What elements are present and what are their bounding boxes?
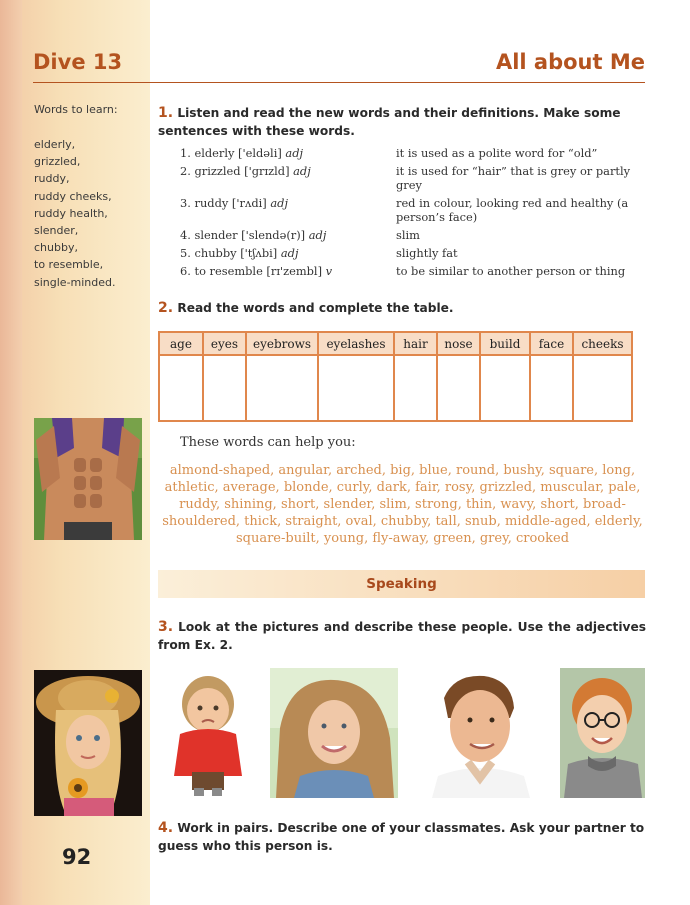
vocab-number: 2.: [180, 164, 191, 178]
table-header-cell: age: [159, 332, 203, 355]
vocab-pos: v: [325, 264, 333, 278]
vocab-pos: adj: [308, 228, 327, 242]
vocab-definition: it is used as a polite word for “old”: [396, 146, 598, 160]
vocab-pos: adj: [285, 146, 304, 160]
dive-title: Dive 13: [33, 50, 123, 74]
vocab-pos: adj: [293, 164, 311, 178]
vocab-row: [180, 164, 650, 192]
girl-straw-hat-photo: [34, 670, 142, 816]
vocab-row: [180, 228, 650, 242]
header-rule: [150, 82, 645, 83]
word-item: ruddy,: [34, 172, 70, 186]
table-answer-cell[interactable]: [480, 355, 530, 421]
vocab-number: 1.: [180, 146, 191, 160]
exercise-3-instruction: [158, 618, 646, 654]
exercise-number: 2.: [158, 300, 174, 316]
vocab-word: slender ['slendə(r)]: [194, 228, 306, 242]
exercise-text: Look at the pictures and describe these people. Use the adjectives from Ex. 2.: [158, 620, 647, 652]
vocab-pos: adj: [280, 246, 299, 260]
description-table: [158, 331, 633, 422]
exercise-number: 4.: [158, 820, 174, 836]
exercise-4-instruction: [158, 819, 646, 855]
table-answer-row: [159, 355, 632, 421]
vocab-row: [180, 264, 650, 278]
table-header-cell: face: [530, 332, 573, 355]
header-rule-left: [33, 82, 150, 83]
vocab-word: chubby ['tʃʌbi]: [194, 246, 278, 260]
exercise-1-instruction: [158, 104, 650, 140]
word-item: to resemble,: [34, 258, 104, 272]
table-header-row: [159, 332, 632, 355]
table-header-cell: nose: [437, 332, 480, 355]
vocab-definition: it is used for “hair” that is grey or partly grey: [396, 164, 631, 192]
table-answer-cell[interactable]: [437, 355, 480, 421]
table-header-cell: cheeks: [573, 332, 632, 355]
exercise-text: Read the words and complete the table.: [177, 301, 454, 315]
table-answer-cell[interactable]: [573, 355, 632, 421]
muscular-man-photo: [34, 418, 142, 540]
table-header-cell: eyes: [203, 332, 246, 355]
vocab-word: elderly ['eldəli]: [194, 146, 282, 160]
table-answer-cell[interactable]: [318, 355, 394, 421]
exercise-text: Listen and read the new words and their definitions. Make some sentences with these words.: [158, 106, 621, 138]
table-answer-cell[interactable]: [394, 355, 437, 421]
vocab-number: 6.: [180, 264, 191, 278]
vocab-number: 3.: [180, 196, 191, 210]
table-answer-cell[interactable]: [530, 355, 573, 421]
word-item: slender,: [34, 224, 79, 238]
vocab-row: [180, 246, 650, 260]
word-item: ruddy health,: [34, 206, 108, 220]
sidebar-strip: [0, 0, 22, 905]
vocab-number: 4.: [180, 228, 191, 242]
vocab-pos: adj: [270, 196, 289, 210]
table-header-cell: eyebrows: [246, 332, 318, 355]
table-answer-cell[interactable]: [203, 355, 246, 421]
exercise-text: Work in pairs. Describe one of your classmates. Ask your partner to guess who this person is.: [158, 821, 645, 853]
vocab-definition: red in colour, looking red and healthy (a person’s face): [396, 196, 629, 224]
adjective-list: almond-shaped, angular, arched, big, blue, round, bushy, square, long, athletic, average, blonde, curly, dark, fair, rosy, grizzled, muscular, pale, ruddy, shining, short, slender, slim, strong, thin, wavy, short, broad-shouldered, thick, straight, oval, chubby, tall, snub, middle-aged, elderly, square-built, young, fly-away, green, grey, crooked: [162, 463, 643, 546]
word-item: elderly,: [34, 138, 76, 151]
table-header-cell: eyelashes: [318, 332, 394, 355]
vocab-word: to resemble [rɪ'zembl]: [194, 264, 323, 278]
page-title: All about Me: [495, 50, 645, 74]
table-header-cell: build: [480, 332, 530, 355]
vocab-word: ruddy ['rʌdi]: [194, 196, 267, 210]
boy-red-shirt-photo: [162, 668, 254, 800]
table-header-cell: hair: [394, 332, 437, 355]
exercise-number: 1.: [158, 105, 174, 121]
word-item: grizzled,: [34, 155, 81, 169]
word-item: ruddy cheeks,: [34, 189, 112, 203]
speaking-heading: Speaking: [366, 576, 437, 592]
vocab-definition: slightly fat: [396, 246, 458, 260]
vocab-definition: to be similar to another person or thing: [396, 264, 626, 278]
words-to-learn-list: [34, 136, 116, 291]
table-answer-cell[interactable]: [246, 355, 318, 421]
words-to-learn-heading: Words to learn:: [34, 103, 118, 116]
exercise-2-instruction: [158, 299, 650, 317]
page-number: 92: [62, 845, 92, 869]
boy-with-glasses-photo: [560, 668, 645, 798]
vocab-definition: slim: [396, 228, 420, 242]
vocab-number: 5.: [180, 246, 191, 260]
vocab-row: [180, 196, 650, 224]
smiling-girl-photo: [270, 668, 398, 798]
vocab-word: grizzled ['grɪzld]: [194, 164, 290, 178]
help-text: These words can help you:: [180, 435, 356, 450]
vocab-row: [180, 146, 650, 160]
vocabulary-list: [180, 146, 650, 282]
word-item: single-minded.: [34, 275, 116, 289]
speaking-section-bar: [158, 570, 645, 598]
young-man-photo: [414, 668, 540, 798]
exercise-number: 3.: [158, 619, 174, 635]
word-item: chubby,: [34, 241, 78, 255]
table-answer-cell[interactable]: [159, 355, 203, 421]
